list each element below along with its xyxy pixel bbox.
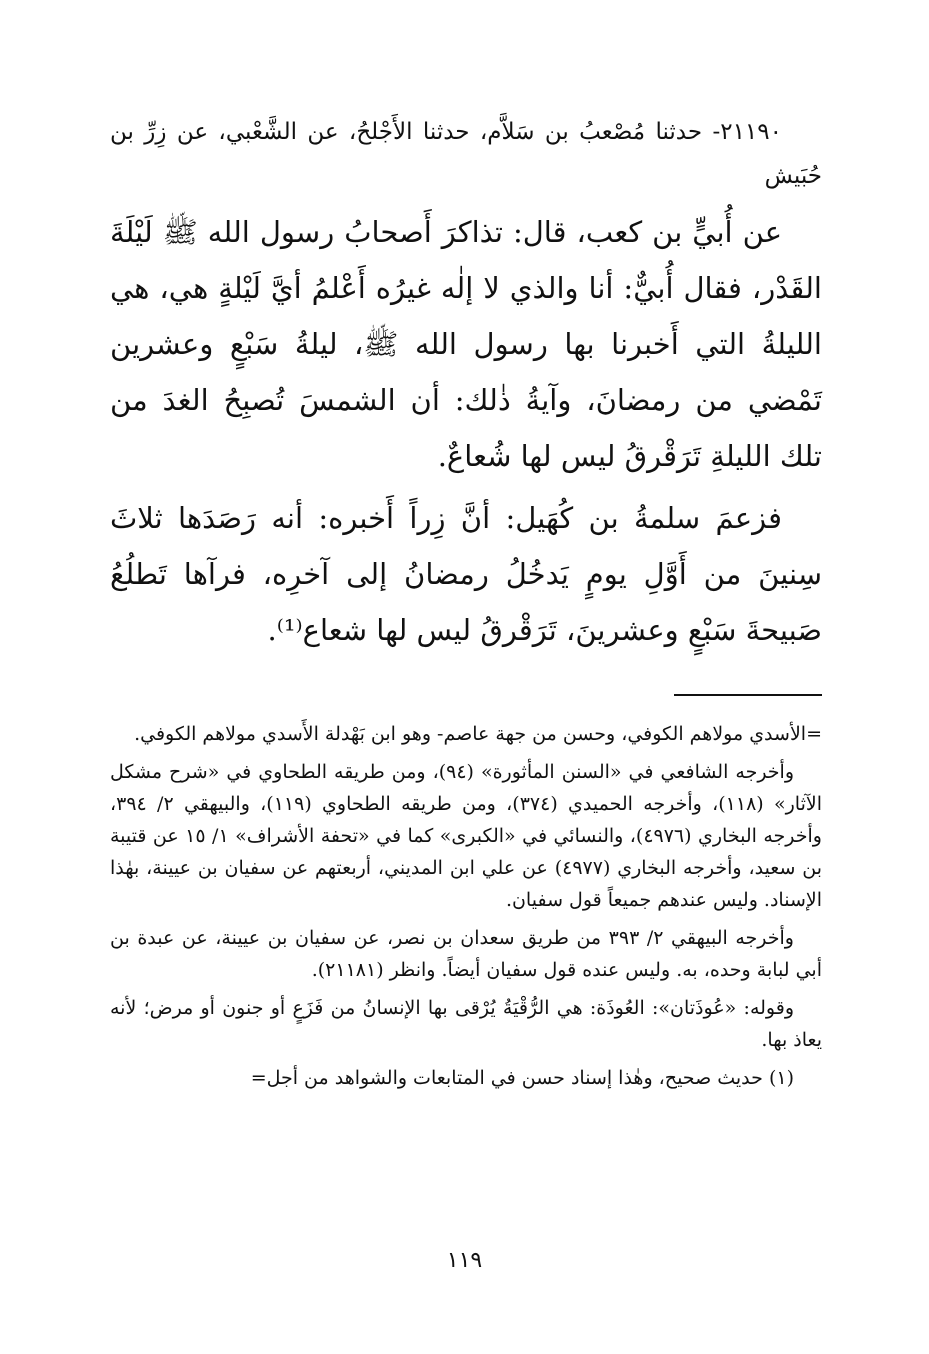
footnote-paragraph: وقوله: «عُوذَتان»: العُوذَة: هي الرُّقْيَةُ يُرْقى بها الإنسانُ من فَزَعٍ أو جنون أو مرض؛ لأنه يعاذ بها. — [110, 997, 822, 1051]
footnote-1: (١) حديث صحيح، وهٰذا إسناد حسن في المتابعات والشواهد من أجل= — [250, 1067, 794, 1089]
footnote-divider — [674, 694, 822, 696]
footnote-paragraph: وأخرجه الشافعي في «السنن المأثورة» (٩٤)، ومن طريقه الطحاوي في «شرح مشكل الآثار» (١١٨)، وأخرجه الحميدي (٣٧٤)، ومن طريقه الطحاوي (١١٩)، والبيهقي ٢/ ٣٩٤، وأخرجه البخاري (٤٩٧٦)، والنسائي في «الكبرى» كما في «تحفة الأشراف» ١/ ١٥ عن قتيبة بن سعيد، وأخرجه البخاري (٤٩٧٧) عن علي ابن المديني، أربعتهم عن سفيان بن عيينة، بهٰذا الإسناد. وليس عندهم جميعاً قول سفيان. — [110, 761, 823, 911]
footnote-paragraph: وأخرجه البيهقي ٢/ ٣٩٣ من طريق سعدان بن نصر، عن سفيان بن عيينة، عن عبدة بن أبي لبابة وحده، به. وليس عنده قول سفيان أيضاً. وانظر (٢١١٨١). — [110, 927, 822, 981]
hadith-text-2: فزعمَ سلمةُ بن كُهَيل: أنَّ زِراً أَخبره: أنه رَصَدَها ثلاثَ سِنينَ من أَوَّلِ يومٍ يَدخُلُ رمضانُ إلى آخرِه، فرآها تَطلُعُ صَبيحةَ سَبْعٍ وعشرينَ، تَرَقْرقُ ليس لها شعاع⁽¹⁾. — [110, 501, 822, 647]
footnote-continuation: =الأسدي مولاهم الكوفي، وحسن من جهة عاصم- وهو ابن بَهْدلة الأَسدي مولاهم الكوفي. — [134, 723, 822, 745]
hadith-chain: ٢١١٩٠- حدثنا مُصْعبُ بن سَلاَّم، حدثنا الأَجْلحُ، عن الشَّعْبي، عن زِرِّ بن حُبَيش — [110, 119, 822, 189]
page-body — [110, 110, 822, 1100]
hadith-text-1: عن أُبيٍّ بن كعب، قال: تذاكرَ أَصحابُ رسول الله ﷺ لَيْلَةَ القَدْر، فقال أُبيٌّ: أنا والذي لا إلٰه غيرُه أَعْلمُ أيَّ لَيْلةٍ هي، هي الليلةُ التي أَخبرنا بها رسول الله ﷺ، ليلةُ سَبْعٍ وعشرين تَمْضي من رمضانَ، وآيةُ ذٰلك: أن الشمسَ تُصبِحُ الغدَ من تلك الليلةِ تَرَقْرقُ ليس لها شُعاعٌ. — [110, 215, 822, 473]
page-number: ١١٩ — [446, 1248, 483, 1273]
